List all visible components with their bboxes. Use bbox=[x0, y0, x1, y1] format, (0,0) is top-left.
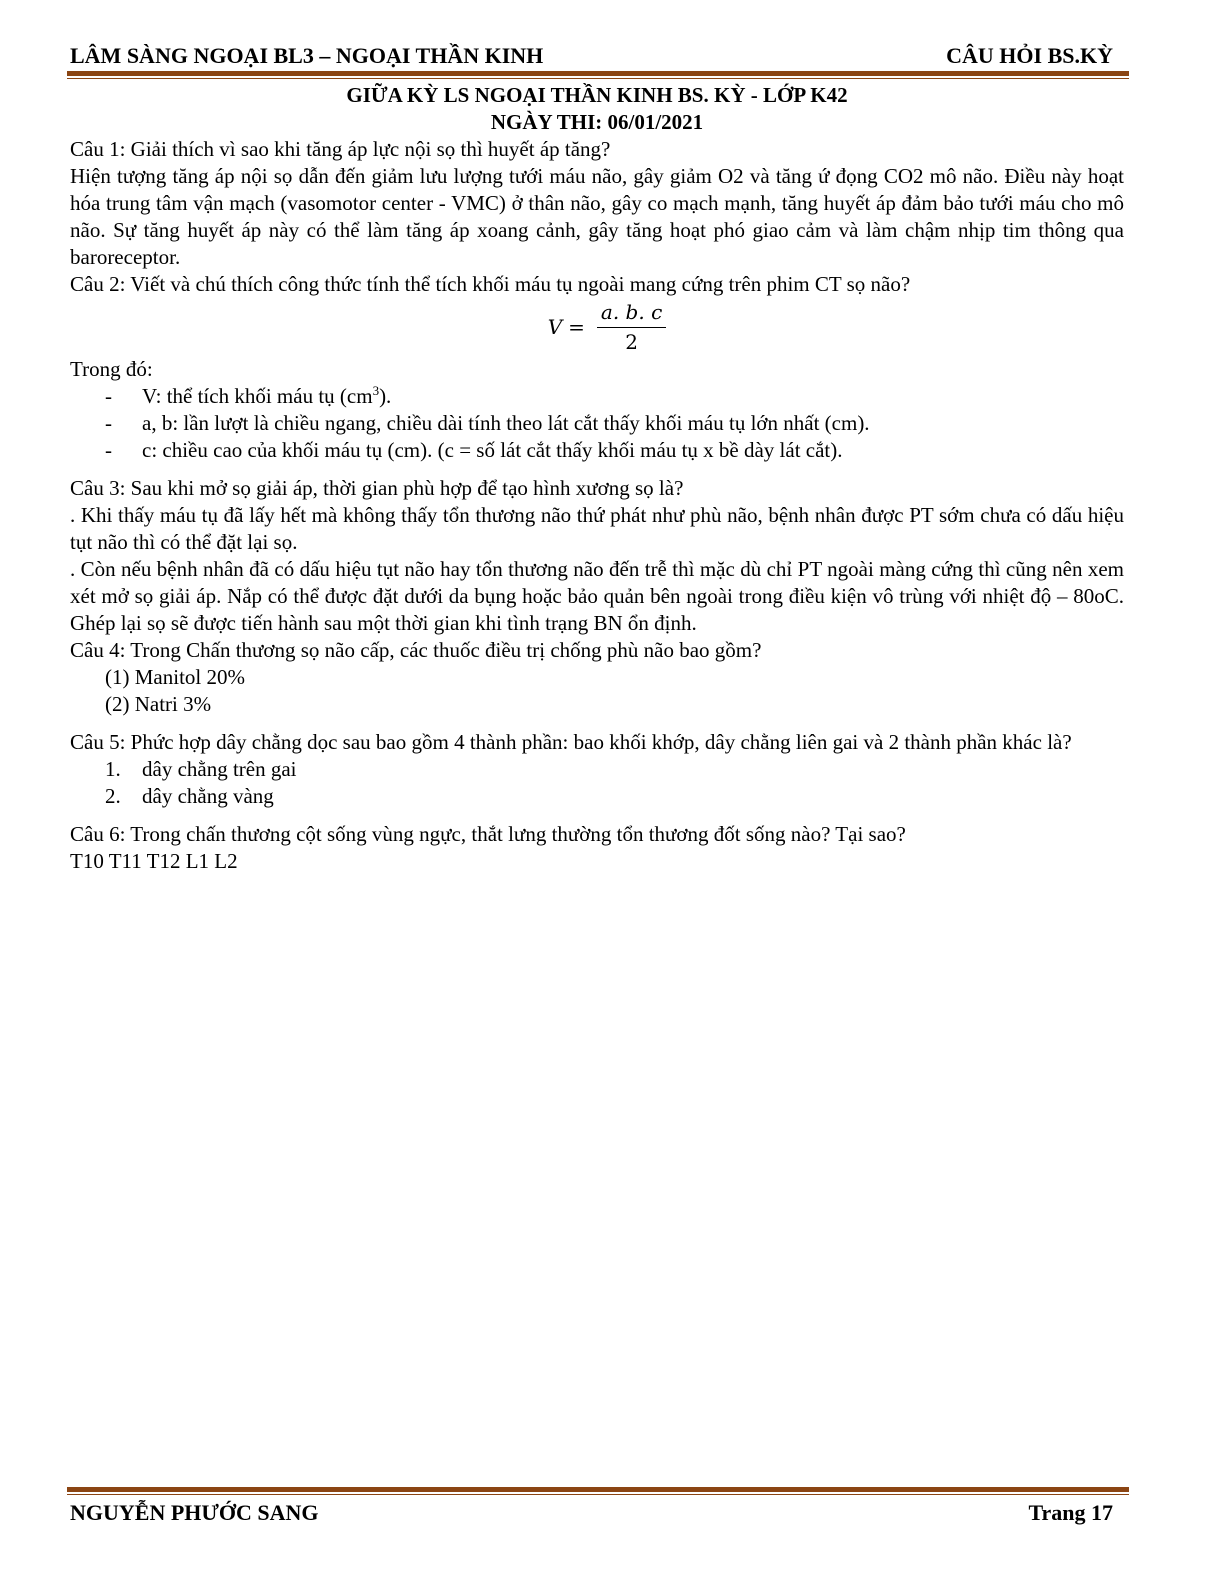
list-dash: - bbox=[105, 384, 112, 408]
question-3-answer-1: . Khi thấy máu tụ đã lấy hết mà không thấy tổn thương não thứ phát như phù não, bệnh nhân được PT sớm chưa có dấu hiệu tụt não thì có thể đặt lại sọ. bbox=[70, 503, 1124, 554]
list-item-text: V: thể tích khối máu tụ $(cm^3)$. bbox=[142, 383, 392, 408]
question-3-answer-2: . Còn nếu bệnh nhân đã có dấu hiệu tụt não hay tổn thương não đến trễ thì mặc dù chỉ PT ngoài màng cứng thì cũng nên xem xét mở sọ giải áp. Nắp có thể được đặt dưới da bụng hoặc bảo quản bên ngoài trong điều kiện vô trùng với nhiệt độ – 80oC. Ghép lại sọ sẽ được tiến hành sau một thời gian khi tình trạng BN ổn định. bbox=[70, 557, 1124, 635]
list-dash: - bbox=[105, 411, 112, 435]
header-course-title: LÂM SÀNG NGOẠI BL3 – NGOẠI THẦN KINH bbox=[70, 43, 544, 68]
list-item bbox=[70, 410, 1124, 437]
list-item bbox=[70, 756, 1124, 783]
list-number: 1. bbox=[105, 757, 121, 781]
list-item: (1) Manitol 20% bbox=[105, 665, 245, 689]
page-content bbox=[70, 82, 1124, 875]
formula-where-label: Trong đó: bbox=[70, 357, 153, 381]
question-1 bbox=[70, 136, 1124, 271]
question-3-text: Câu 3: Sau khi mở sọ giải áp, thời gian phù hợp để tạo hình xương sọ là? bbox=[70, 476, 684, 500]
question-6-answer: T10 T11 T12 L1 L2 bbox=[70, 849, 238, 873]
formula-denominator: 2 bbox=[625, 329, 638, 354]
list-item-text: c: chiều cao của khối máu tụ (cm). (c = số lát cắt thấy khối máu tụ x bề dày lát cắt). bbox=[142, 438, 843, 462]
list-item bbox=[70, 437, 1124, 464]
question-3 bbox=[70, 475, 1124, 637]
list-item: (2) Natri 3% bbox=[105, 692, 212, 716]
page-number: Trang 17 bbox=[1028, 1500, 1113, 1525]
superscript: 3 bbox=[372, 383, 380, 398]
list-item-text: dây chằng trên gai bbox=[142, 757, 297, 781]
exam-title: GIỮA KỲ LS NGOẠI THẦN KINH BS. KỲ - LỚP K42 bbox=[346, 83, 848, 107]
footer-rule-thick bbox=[67, 1487, 1129, 1492]
list-item bbox=[70, 383, 1124, 410]
list-item bbox=[70, 783, 1124, 810]
volume-formula bbox=[90, 298, 1124, 356]
list-number: 2. bbox=[105, 784, 121, 808]
formula-lhs: V bbox=[547, 314, 563, 339]
formula-equals: = bbox=[568, 314, 585, 339]
formula-numerator: a. b. c bbox=[597, 299, 666, 328]
question-4-text: Câu 4: Trong Chấn thương sọ não cấp, các thuốc điều trị chống phù não bao gồm? bbox=[70, 638, 762, 662]
footer-rule-thin bbox=[67, 1494, 1129, 1495]
question-6-text: Câu 6: Trong chấn thương cột sống vùng ngực, thắt lưng thường tổn thương đốt sống nào? Tại sao? bbox=[70, 822, 906, 846]
exam-date: NGÀY THI: 06/01/2021 bbox=[490, 110, 704, 134]
question-1-answer: Hiện tượng tăng áp nội sọ dẫn đến giảm lưu lượng tưới máu não, gây giảm O2 và tăng ứ đọng CO2 mô não. Điều này hoạt hóa trung tâm vận mạch (vasomotor center - VMC) ở thân não, gây co mạch mạnh, tăng huyết áp đảm bảo tưới máu cho mô não. Sự tăng huyết áp này có thể làm tăng áp xoang cảnh, gây tăng hoạt phó giao cảm và làm chậm nhịp tim thông qua baroreceptor. bbox=[70, 164, 1124, 269]
list-item-text: a, b: lần lượt là chiều ngang, chiều dài tính theo lát cắt thấy khối máu tụ lớn nhất (cm). bbox=[142, 411, 870, 435]
header-rule-thin bbox=[67, 78, 1129, 79]
list-dash: - bbox=[105, 438, 112, 462]
question-2-text: Câu 2: Viết và chú thích công thức tính thể tích khối máu tụ ngoài mang cứng trên phim CT sọ não? bbox=[70, 272, 911, 296]
question-1-text: Câu 1: Giải thích vì sao khi tăng áp lực nội sọ thì huyết áp tăng? bbox=[70, 137, 611, 161]
footer-author: NGUYỄN PHƯỚC SANG bbox=[70, 1500, 319, 1525]
question-5 bbox=[70, 729, 1124, 810]
question-5-text: Câu 5: Phức hợp dây chằng dọc sau bao gồm 4 thành phần: bao khối khớp, dây chằng liên gai và 2 thành phần khác là? bbox=[70, 730, 1072, 754]
question-6 bbox=[70, 821, 1124, 875]
header-rule-thick bbox=[67, 71, 1129, 76]
question-2 bbox=[70, 271, 1124, 464]
question-4 bbox=[70, 637, 1124, 718]
formula-fraction bbox=[597, 299, 666, 356]
list-item-text: dây chằng vàng bbox=[142, 784, 274, 808]
header-section-title: CÂU HỎI BS.KỲ bbox=[946, 43, 1113, 68]
